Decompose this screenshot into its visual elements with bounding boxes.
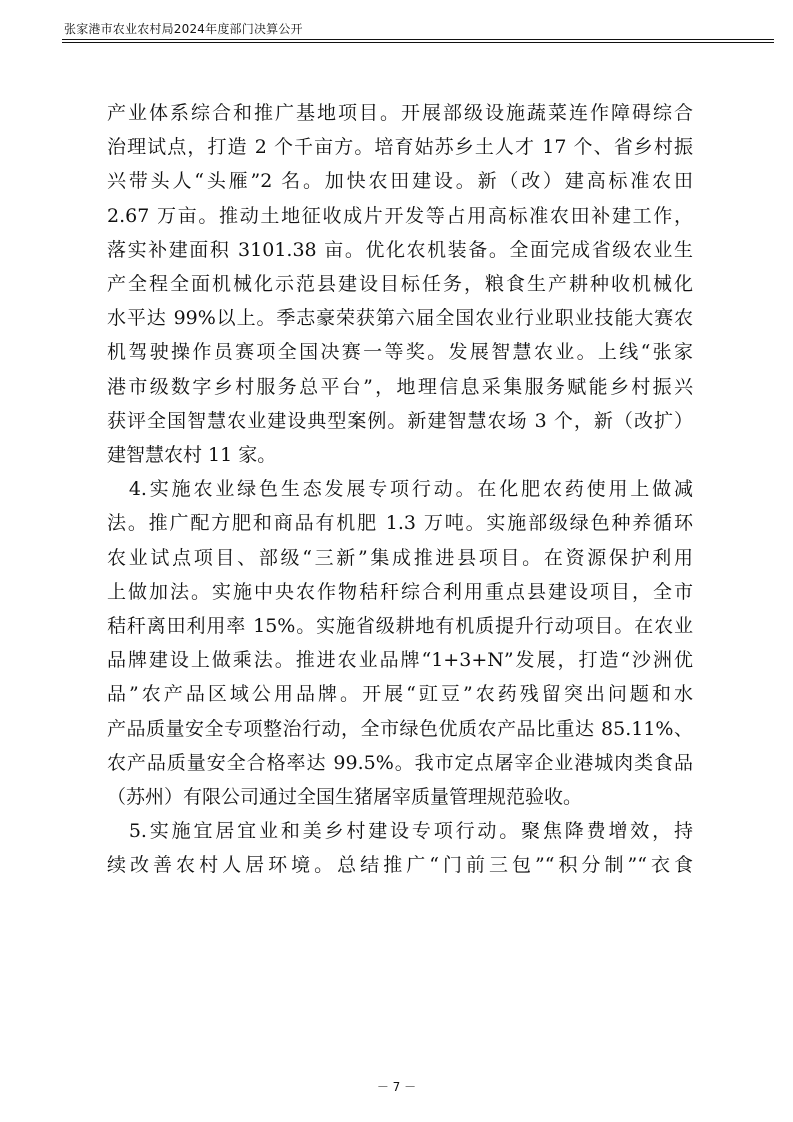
text-line: 2.67 万亩。推动土地征收成片开发等占用高标准农田补建工作， (107, 204, 693, 227)
paragraph-2 (107, 472, 693, 814)
text-line: 续改善农村人居环境。总结推广“门前三包”“积分制”“衣食 (107, 854, 693, 877)
header-rule-bottom (62, 42, 774, 43)
text-line: 产品质量安全专项整治行动，全市绿色优质农产品比重达 85.11%、 (107, 717, 693, 740)
page-number: － 7 － (376, 1080, 417, 1094)
text-line: 港市级数字乡村服务总平台”，地理信息采集服务赋能乡村振兴 (107, 375, 693, 398)
text-line: 兴带头人“头雁”2 名。加快农田建设。新（改）建高标准农田 (107, 170, 693, 193)
text-line: 产业体系综合和推广基地项目。开展部级设施蔬菜连作障碍综合 (107, 102, 693, 124)
text-line: 5.实施宜居宜业和美乡村建设专项行动。聚焦降费增效，持 (107, 820, 693, 843)
text-line: 品”农产品区域公用品牌。开展“豇豆”农药残留突出问题和水 (107, 683, 693, 706)
text-line: 法。推广配方肥和商品有机肥 1.3 万吨。实施部级绿色种养循环 (107, 512, 693, 535)
text-line: 上做加法。实施中央农作物秸秆综合利用重点县建设项目，全市 (107, 580, 693, 603)
text-line: 建智慧农村 11 家。 (107, 444, 277, 467)
paragraph-1 (107, 96, 693, 472)
text-line: 秸秆离田利用率 15%。实施省级耕地有机质提升行动项目。在农业 (107, 615, 693, 638)
text-line: 农业试点项目、部级“三新”集成推进县项目。在资源保护利用 (107, 546, 693, 569)
text-line: 水平达 99%以上。季志豪荣获第六届全国农业行业职业技能大赛农 (107, 307, 693, 330)
text-line: 获评全国智慧农业建设典型案例。新建智慧农场 3 个，新（改扩） (107, 409, 693, 432)
text-line: 治理试点，打造 2 个千亩方。培育姑苏乡土人才 17 个、省乡村振 (107, 136, 693, 159)
text-line: （苏州）有限公司通过全国生猪屠宰质量管理规范验收。 (107, 786, 583, 809)
paragraph-3 (107, 814, 693, 882)
document-body (107, 96, 693, 883)
text-line: 4.实施农业绿色生态发展专项行动。在化肥农药使用上做减 (107, 478, 693, 501)
page-header-title: 张家港市农业农村局2024年度部门决算公开 (64, 22, 303, 36)
text-line: 产全程全面机械化示范县建设目标任务，粮食生产耕种收机械化 (107, 273, 693, 296)
text-line: 品牌建设上做乘法。推进农业品牌“1+3+N”发展，打造“沙洲优 (107, 649, 693, 672)
text-line: 落实补建面积 3101.38 亩。优化农机装备。全面完成省级农业生 (107, 238, 693, 261)
text-line: 农产品质量安全合格率达 99.5%。我市定点屠宰企业港城肉类食品 (107, 751, 693, 774)
header-rule-top (62, 39, 774, 40)
text-line: 机驾驶操作员赛项全国决赛一等奖。发展智慧农业。上线“张家 (107, 341, 693, 364)
